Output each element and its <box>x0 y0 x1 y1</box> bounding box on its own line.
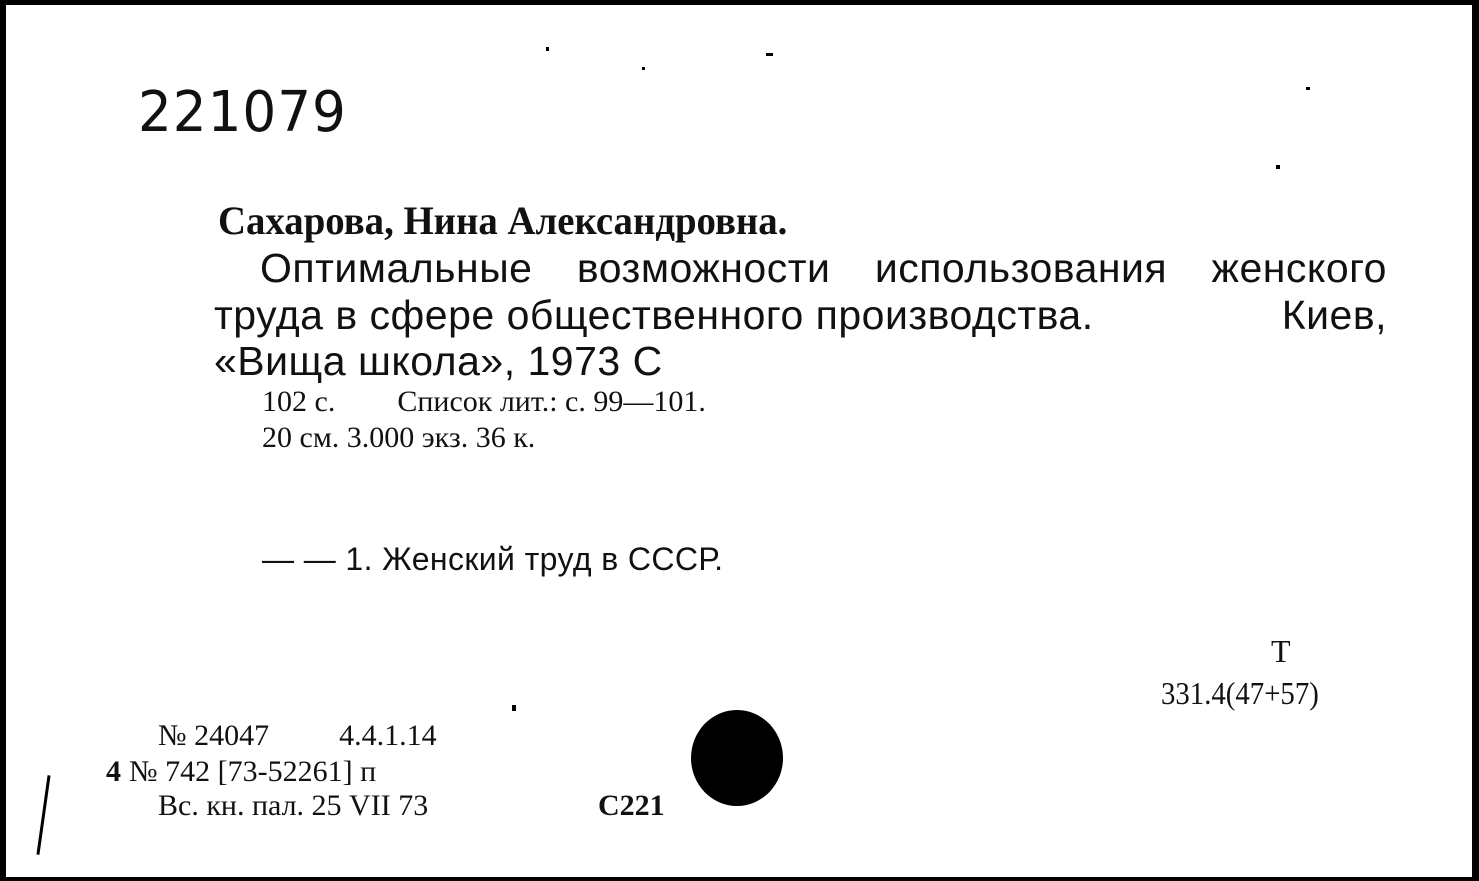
bibliography-note: Список лит.: с. 99—101. <box>397 385 706 418</box>
series-text: № 742 [73-52261] п <box>129 755 377 788</box>
publication-place: Киев, <box>1281 292 1387 338</box>
page-count: 102 с. <box>262 385 336 418</box>
author-name: Сахарова, Нина Александровна. <box>218 198 788 243</box>
physical-description-line <box>262 387 706 417</box>
title-word: возможности <box>576 245 831 291</box>
accession-number: 221079 <box>138 80 347 145</box>
register-code: 4.4.1.14 <box>339 719 437 752</box>
punch-hole <box>691 710 783 806</box>
udc-code: 331.4(47+57) <box>1161 675 1319 711</box>
register-number: № 24047 <box>158 719 270 752</box>
title-line-1 <box>260 245 1387 291</box>
title-word: женского <box>1211 245 1387 291</box>
series-prefix: 4 <box>106 755 121 788</box>
register-line <box>158 721 437 751</box>
subject-heading: — — 1. Женский труд в СССР. <box>262 541 724 577</box>
speck <box>642 67 645 70</box>
speck <box>1276 165 1280 169</box>
title-text: труда в сфере общественного производства. <box>214 292 1094 338</box>
series-line <box>106 757 376 787</box>
chamber-line: Вс. кн. пал. 25 VII 73 <box>158 789 429 822</box>
title-line-2 <box>214 292 1387 338</box>
classification-symbol: Т <box>1271 633 1291 669</box>
speck <box>546 47 549 51</box>
speck <box>766 53 773 56</box>
pencil-mark <box>36 775 50 855</box>
speck <box>512 705 516 711</box>
format-line: 20 см. 3.000 экз. 36 к. <box>262 421 536 454</box>
publisher-year-line: «Вища школа», 1973 С <box>214 338 663 384</box>
print-mark: С221 <box>598 789 665 822</box>
title-word: использования <box>874 245 1168 291</box>
title-word: Оптимальные <box>260 245 533 291</box>
speck <box>1306 87 1310 90</box>
